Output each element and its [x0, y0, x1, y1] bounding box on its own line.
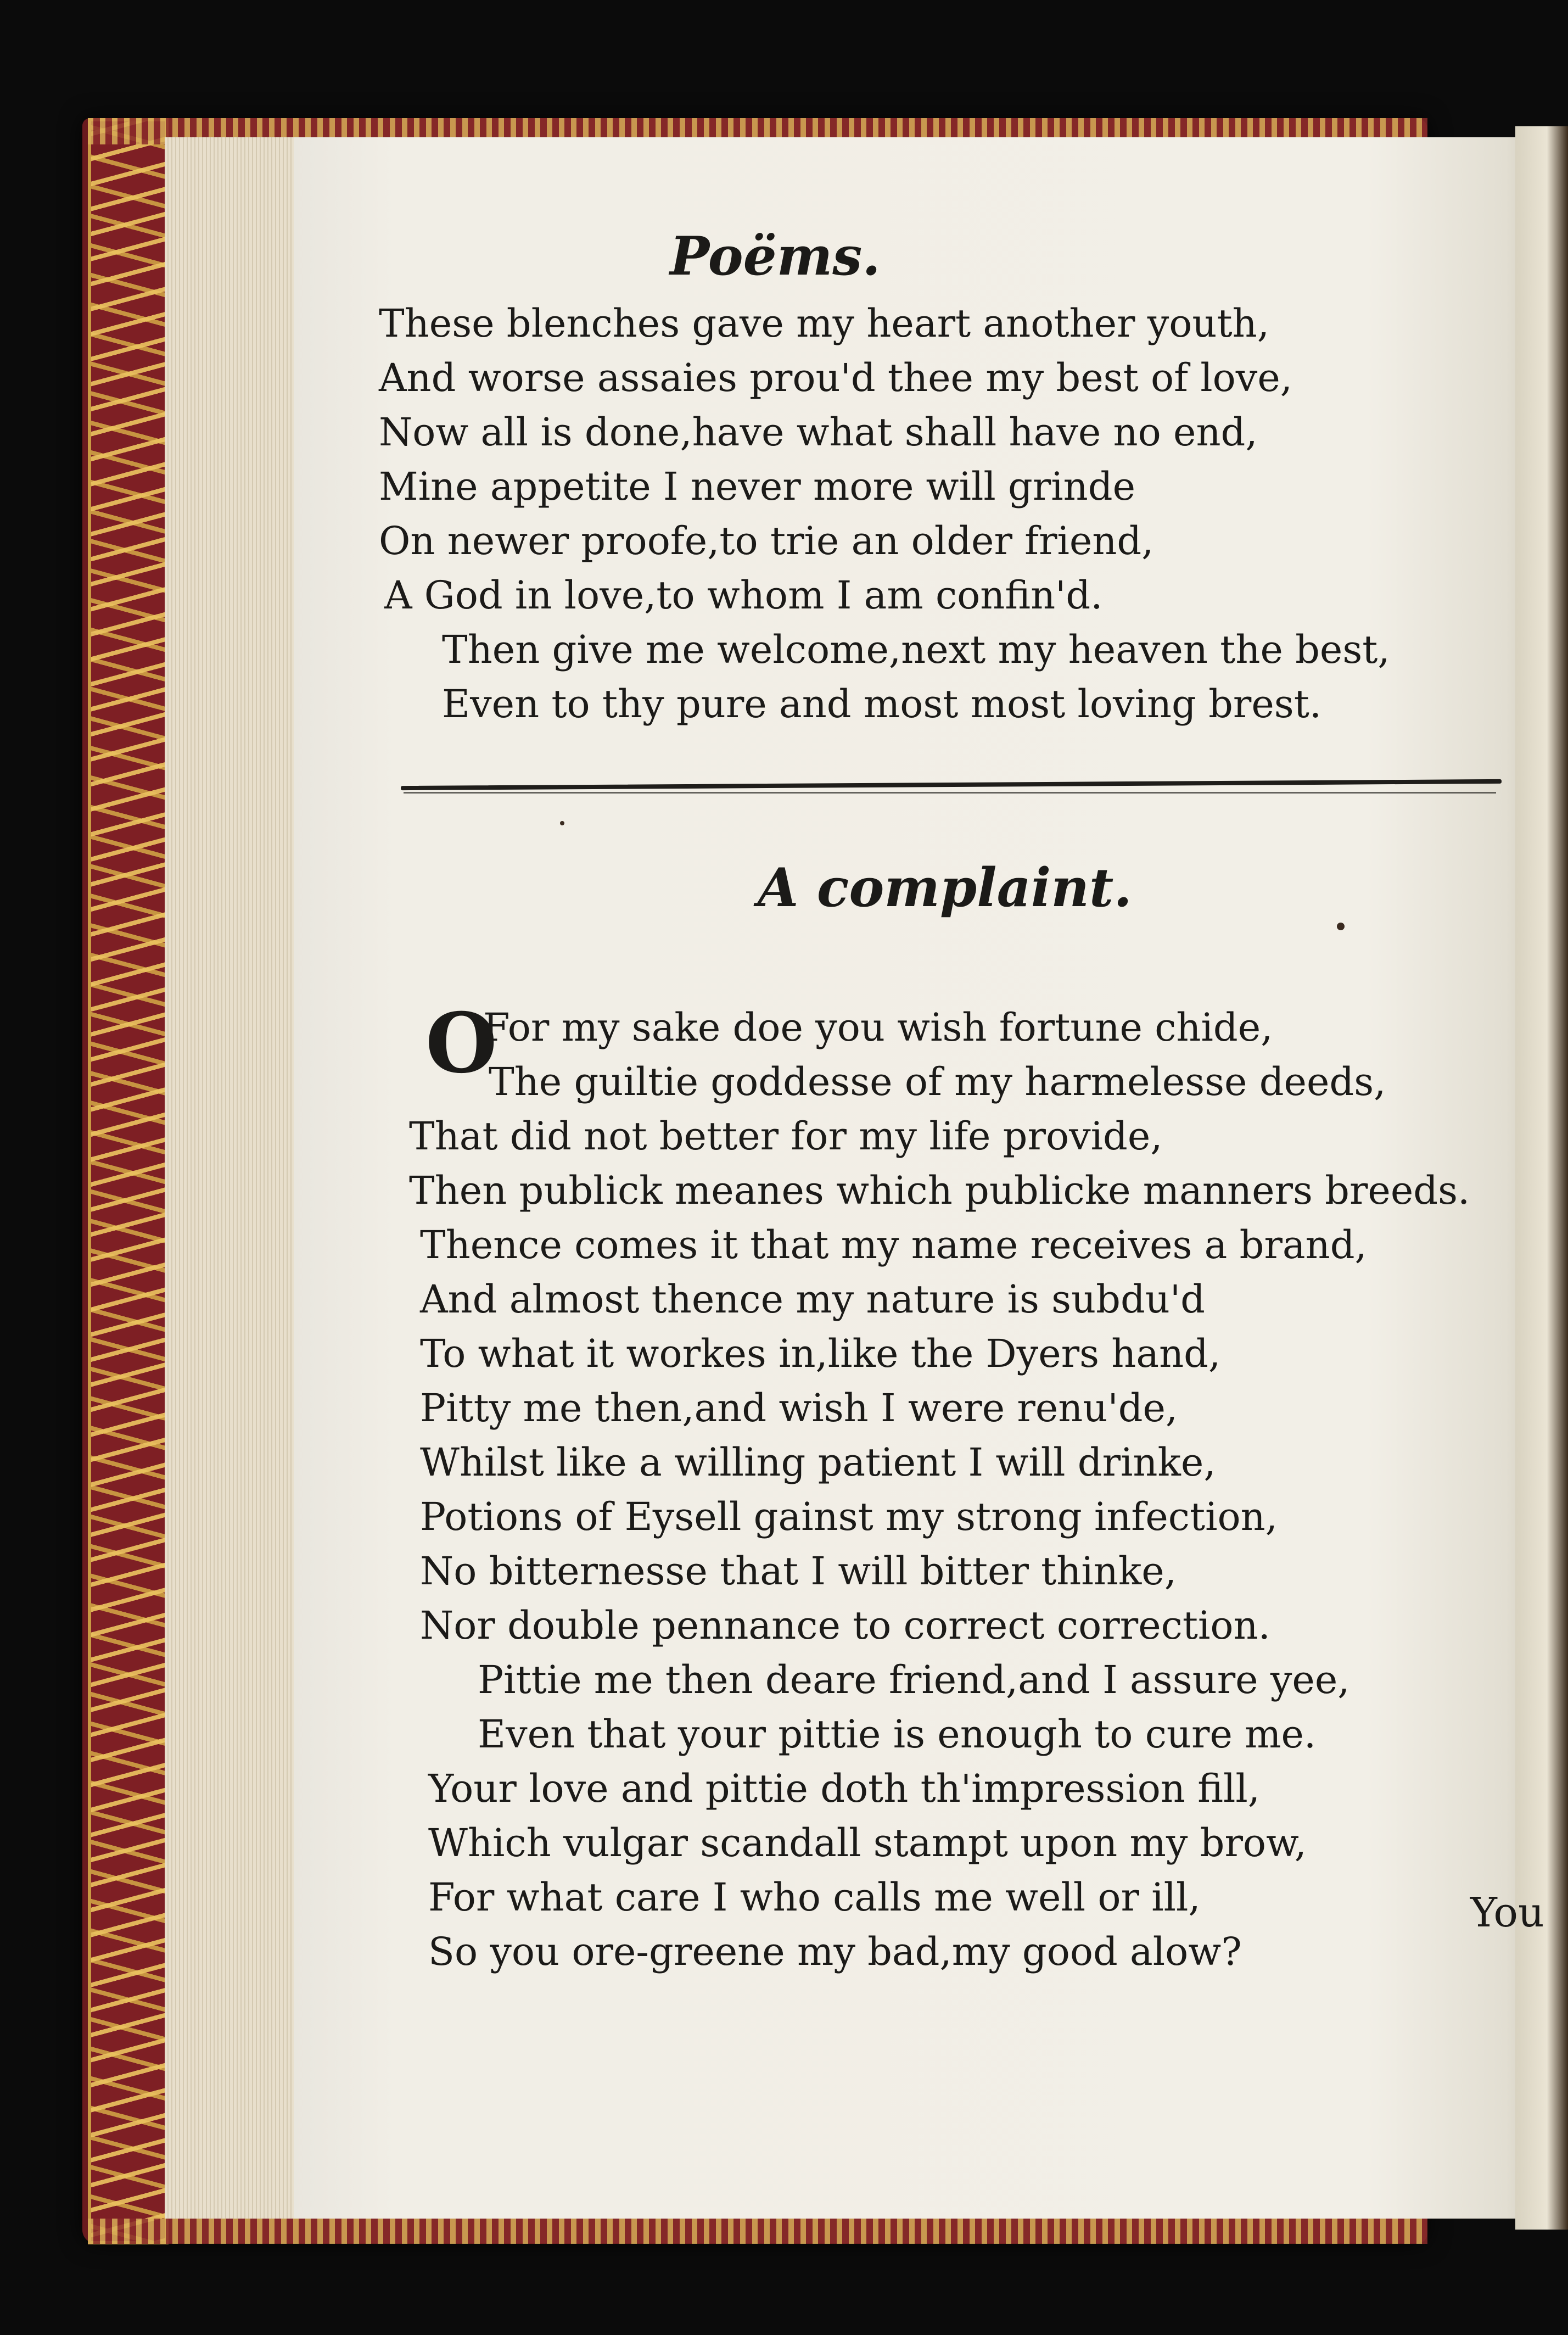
couplet-line: Even that your pittie is enough to cure me.	[478, 1712, 1317, 1757]
verse-line: And almost thence my nature is subdu'd	[420, 1277, 1205, 1322]
verse-line: Your love and pittie doth th'impression fill,	[428, 1766, 1260, 1811]
ink-spot	[1337, 923, 1345, 930]
couplet-line: Then give me welcome,next my heaven the best,	[442, 627, 1390, 672]
poem-title: A complaint.	[758, 857, 1132, 919]
verse-line: These blenches gave my heart another youth,	[379, 301, 1269, 346]
catchword: You	[1470, 1889, 1544, 1936]
verse-line: Nor double pennance to correct correction.	[420, 1603, 1270, 1648]
verse-line: Now all is done,have what shall have no end,	[379, 410, 1258, 455]
verse-line: No bitternesse that I will bitter thinke,	[420, 1549, 1177, 1594]
verse-line: Which vulgar scandall stampt upon my brow,	[428, 1820, 1307, 1865]
gilt-edge-decoration	[88, 118, 169, 2244]
verse-line: For my sake doe you wish fortune chide,	[483, 1005, 1273, 1050]
drop-cap: O	[425, 995, 497, 1092]
verse-line: A God in love,to whom I am confin'd.	[384, 573, 1103, 618]
verse-line: That did not better for my life provide,	[409, 1114, 1163, 1159]
couplet-line: Even to thy pure and most most loving brest.	[442, 681, 1322, 727]
verse-line: For what care I who calls me well or ill,	[428, 1875, 1201, 1920]
verse-line: Pitty me then,and wish I were renu'de,	[420, 1386, 1178, 1431]
ink-spot	[560, 821, 564, 825]
verse-line: Then publick meanes which publicke manners breeds.	[409, 1168, 1470, 1213]
verse-line: Potions of Eysell gainst my strong infection,	[420, 1494, 1278, 1539]
verse-line: Thence comes it that my name receives a brand,	[420, 1222, 1367, 1267]
verse-line: On newer proofe,to trie an older friend,	[379, 518, 1154, 563]
verse-line: So you ore-greene my bad,my good alow?	[428, 1929, 1242, 1974]
verse-line: Mine appetite I never more will grinde	[379, 464, 1135, 509]
verse-line: To what it workes in,like the Dyers hand,	[420, 1331, 1221, 1376]
stacked-page-edges	[165, 137, 299, 2219]
gilt-bottom-edge	[88, 2219, 1427, 2244]
verse-line: And worse assaies prou'd thee my best of love,	[379, 355, 1293, 400]
running-header: Poëms.	[670, 225, 881, 287]
couplet-line: Pittie me then deare friend,and I assure yee,	[478, 1657, 1350, 1702]
section-rule-thin	[404, 792, 1496, 794]
verse-line: The guiltie goddesse of my harmelesse deeds,	[489, 1059, 1386, 1104]
verse-line: Whilst like a willing patient I will drinke,	[420, 1440, 1216, 1485]
